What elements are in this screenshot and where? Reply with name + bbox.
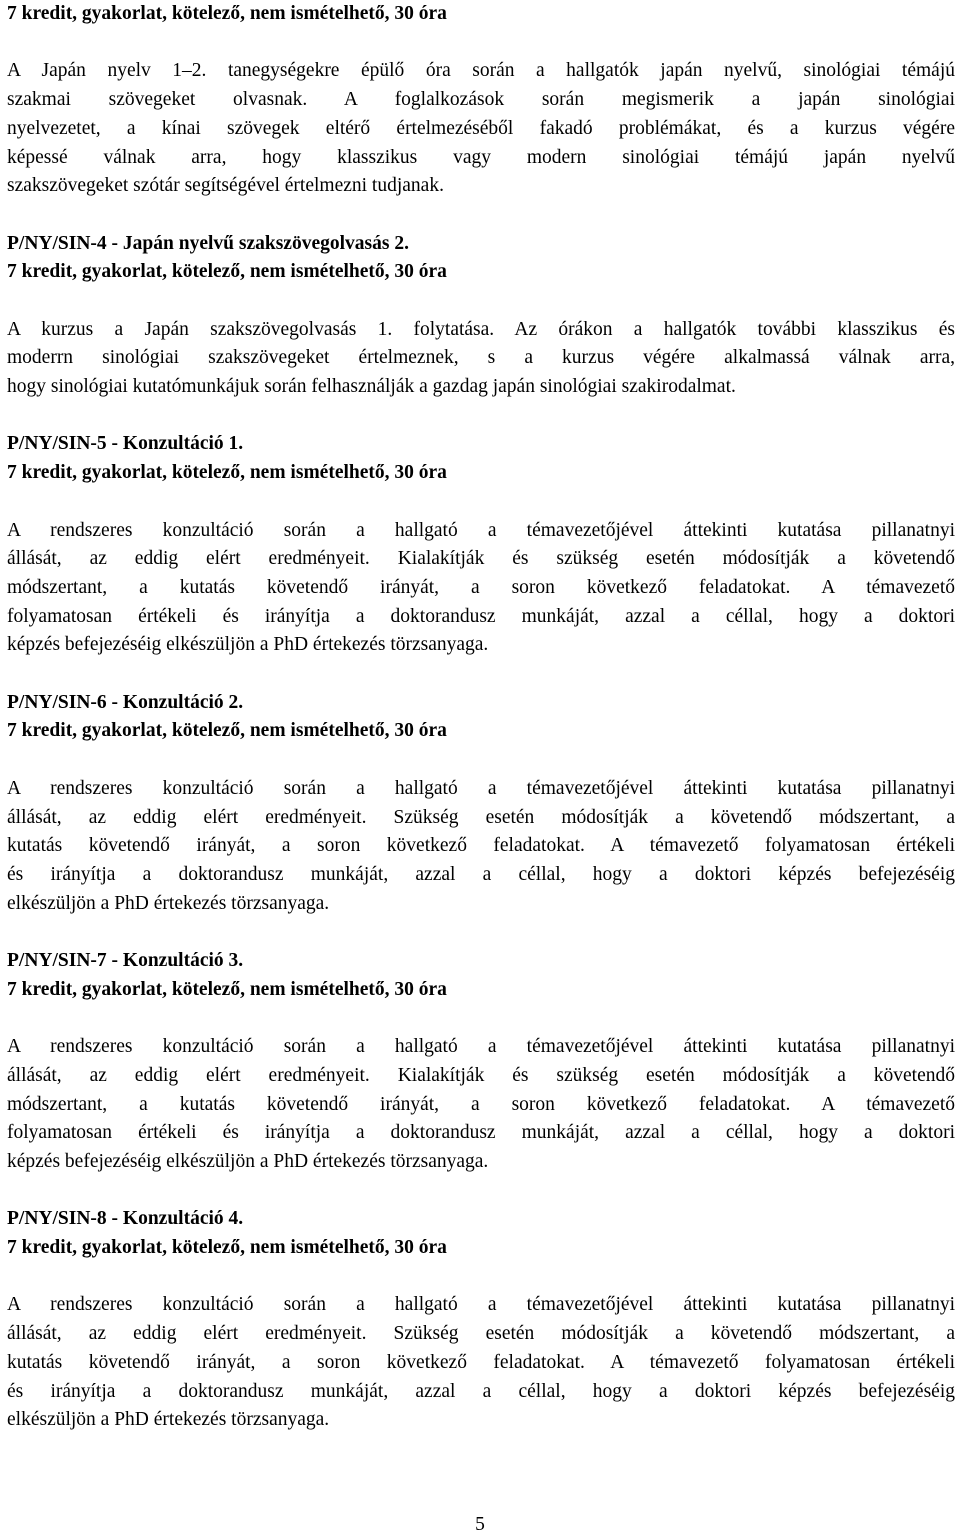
text-line: A rendszeres konzultáció során a hallgató a témavezetőjével áttekinti kutatása pillanatnyi xyxy=(7,519,955,541)
text-line: A Japán nyelv 1–2. tanegységekre épülő óra során a hallgatók japán nyelvű, sinológiai témájú xyxy=(7,60,955,82)
course-heading xyxy=(7,0,955,29)
heading-line: 7 kredit, gyakorlat, kötelező, nem ismételhető, 30 óra xyxy=(7,3,447,24)
page-number: 5 xyxy=(475,1514,485,1535)
paragraph-gap xyxy=(7,918,955,947)
paragraph-gap xyxy=(7,201,955,230)
heading-line: P/NY/SIN-4 - Japán nyelvű szakszövegolvasás 2. xyxy=(7,232,409,254)
text-line: hogy sinológiai kutatómunkájuk során felhasználják a gazdag japán sinológiai szakirodalmat. xyxy=(7,376,736,398)
text-line: kutatás követendő irányát, a soron következő feladatokat. A témavezető folyamatosan értékeli xyxy=(7,1351,955,1373)
paragraph-gap xyxy=(7,488,955,517)
paragraph-gap xyxy=(7,1177,955,1206)
text-line: szakmai szövegeket olvasnak. A foglalkozások során megismerik a japán sinológiai xyxy=(7,89,955,111)
document-body xyxy=(7,0,955,1435)
paragraph-gap xyxy=(7,29,955,58)
heading-line: P/NY/SIN-8 - Konzultáció 4. xyxy=(7,1208,244,1230)
text-line: folyamatosan értékeli és irányítja a doktorandusz munkáját, azzal a céllal, hogy a doktori xyxy=(7,605,955,627)
paragraph-gap xyxy=(7,660,955,689)
heading-line: P/NY/SIN-5 - Konzultáció 1. xyxy=(7,433,244,455)
course-heading xyxy=(7,430,955,487)
text-line: állását, az eddig elért eredményeit. Kialakítják és szükség esetén módosítják a követendő xyxy=(7,548,955,570)
text-line: elkészüljön a PhD értekezés törzsanyaga. xyxy=(7,892,330,914)
text-line: módszertant, a kutatás követendő irányát, a soron következő feladatokat. A témavezető xyxy=(7,1093,955,1115)
text-line: állását, az eddig elért eredményeit. Szükség esetén módosítják a követendő módszertant, a xyxy=(7,806,955,828)
heading-line: 7 kredit, gyakorlat, kötelező, nem ismételhető, 30 óra xyxy=(7,261,447,283)
course-heading xyxy=(7,230,955,287)
text-line: módszertant, a kutatás követendő irányát, a soron következő feladatokat. A témavezető xyxy=(7,576,955,598)
paragraph-gap xyxy=(7,1004,955,1033)
paragraph-gap xyxy=(7,402,955,431)
paragraph-gap xyxy=(7,746,955,775)
course-description xyxy=(7,517,955,661)
heading-line: P/NY/SIN-7 - Konzultáció 3. xyxy=(7,950,244,972)
heading-line: 7 kredit, gyakorlat, kötelező, nem ismételhető, 30 óra xyxy=(7,1237,447,1259)
heading-line: 7 kredit, gyakorlat, kötelező, nem ismételhető, 30 óra xyxy=(7,462,447,484)
text-line: kutatás követendő irányát, a soron következő feladatokat. A témavezető folyamatosan értékeli xyxy=(7,835,955,857)
text-line: szakszövegeket szótár segítségével értelmezni tudjanak. xyxy=(7,175,444,197)
document-page xyxy=(7,0,955,1435)
text-line: állását, az eddig elért eredményeit. Kialakítják és szükség esetén módosítják a követendő xyxy=(7,1064,955,1086)
text-line: folyamatosan értékeli és irányítja a doktorandusz munkáját, azzal a céllal, hogy a doktori xyxy=(7,1122,955,1144)
heading-line: P/NY/SIN-6 - Konzultáció 2. xyxy=(7,691,244,713)
text-line: A rendszeres konzultáció során a hallgató a témavezetőjével áttekinti kutatása pillanatnyi xyxy=(7,777,955,799)
text-line: A kurzus a Japán szakszövegolvasás 1. folytatása. Az órákon a hallgatók további klasszikus és xyxy=(7,318,955,340)
text-line: állását, az eddig elért eredményeit. Szükség esetén módosítják a követendő módszertant, a xyxy=(7,1323,955,1345)
text-line: képessé válnak arra, hogy klasszikus vagy modern sinológiai témájú japán nyelvű xyxy=(7,146,955,168)
course-heading xyxy=(7,689,955,746)
course-description xyxy=(7,775,955,919)
course-heading xyxy=(7,947,955,1004)
heading-line: 7 kredit, gyakorlat, kötelező, nem ismételhető, 30 óra xyxy=(7,720,447,742)
course-description xyxy=(7,57,955,201)
text-line: képzés befejezéséig elkészüljön a PhD értekezés törzsanyaga. xyxy=(7,634,489,656)
paragraph-gap xyxy=(7,1263,955,1292)
text-line: és irányítja a doktorandusz munkáját, azzal a céllal, hogy a doktori képzés befejezéséig xyxy=(7,863,955,885)
paragraph-gap xyxy=(7,287,955,316)
heading-line: 7 kredit, gyakorlat, kötelező, nem ismételhető, 30 óra xyxy=(7,978,447,1000)
text-line: képzés befejezéséig elkészüljön a PhD értekezés törzsanyaga. xyxy=(7,1150,489,1172)
text-line: A rendszeres konzultáció során a hallgató a témavezetőjével áttekinti kutatása pillanatnyi xyxy=(7,1294,955,1316)
course-description xyxy=(7,316,955,402)
text-line: és irányítja a doktorandusz munkáját, azzal a céllal, hogy a doktori képzés befejezéséig xyxy=(7,1380,955,1402)
text-line: moderrn sinológiai szakszövegeket értelmeznek, s a kurzus végére alkalmassá válnak arra, xyxy=(7,347,955,369)
text-line: elkészüljön a PhD értekezés törzsanyaga. xyxy=(7,1409,330,1431)
course-description xyxy=(7,1033,955,1177)
course-heading xyxy=(7,1205,955,1262)
course-description xyxy=(7,1291,955,1435)
text-line: nyelvezetet, a kínai szövegek eltérő értelmezéséből fakadó problémákat, és a kurzus végére xyxy=(7,117,955,139)
text-line: A rendszeres konzultáció során a hallgató a témavezetőjével áttekinti kutatása pillanatnyi xyxy=(7,1036,955,1058)
